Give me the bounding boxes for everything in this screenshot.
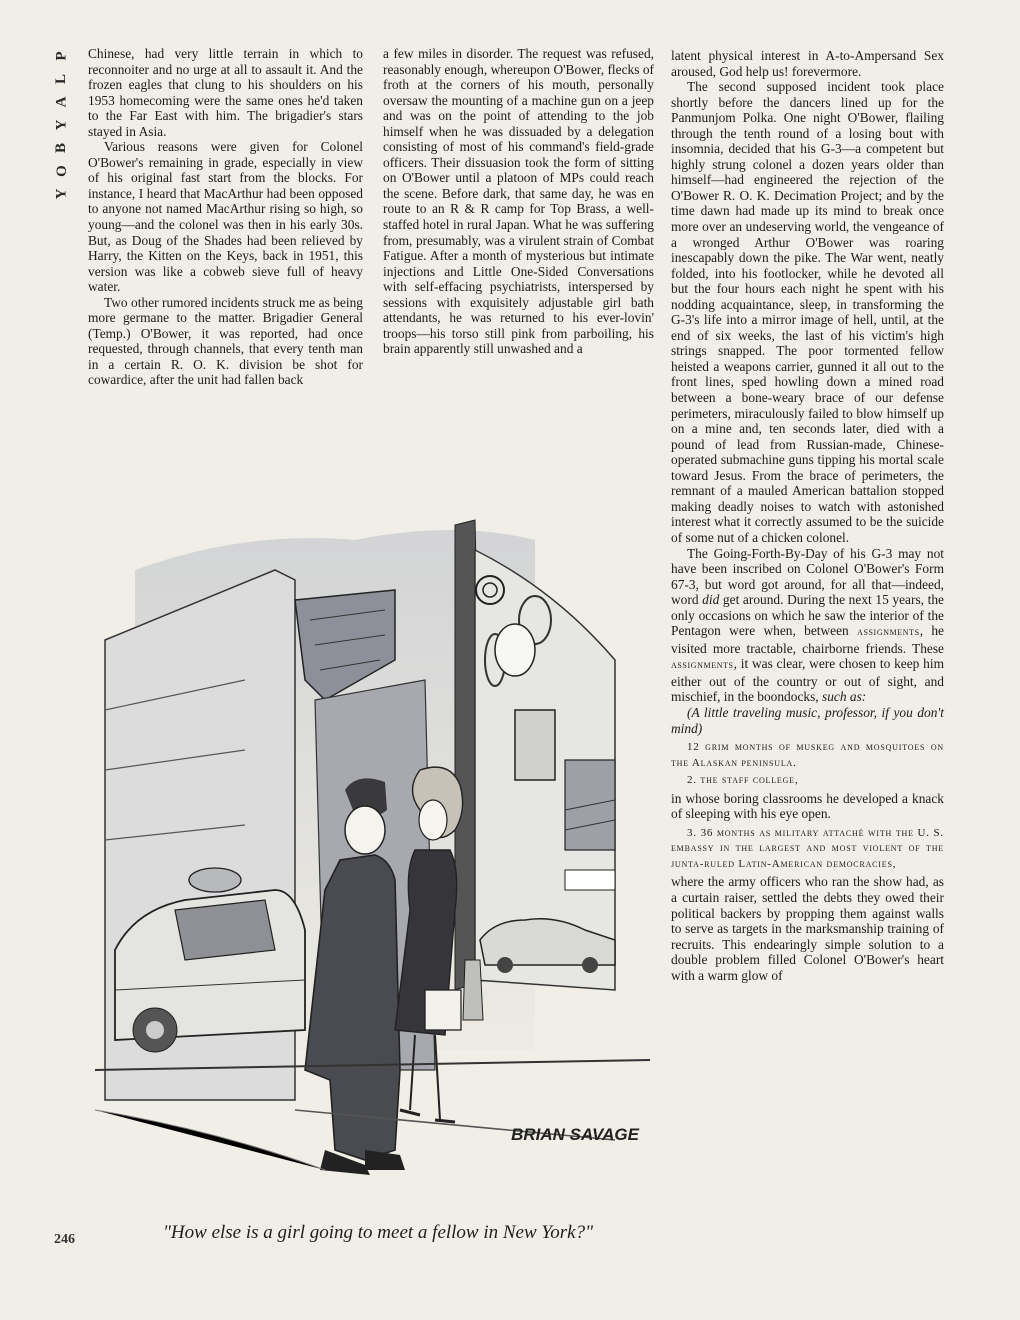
woman-handbag — [425, 990, 461, 1030]
masthead — [52, 44, 72, 205]
artist-signature: BRIAN SAVAGE — [511, 1125, 639, 1144]
list-item-heading: 2. the staff college, — [687, 774, 799, 787]
masthead-letter: L — [53, 72, 70, 85]
list-item-body: in whose boring classrooms he developed a knack of sleeping with his eye open. — [671, 790, 944, 822]
cartoon-illustration — [95, 510, 650, 1210]
masthead-letter: P — [53, 50, 70, 61]
paragraph: latent physical interest in A-to-Ampersand Sex aroused, God help us! forevermore. — [671, 48, 944, 79]
paragraph: Various reasons were given for Colonel O'Bower's remaining in grade, especially in view of his original fast start from the blocks. For instance, I heard that MacArthur had been opposed to anyone not named MacArthur rising so high, so young—and the colonel was then in his early 30s. But, as Doug of the Shades had been relieved by Harry, the Kitten on the Keys, back in 1951, this version was like a cobweb sieve full of heavy water. — [88, 139, 363, 295]
list-item-heading: 3. 36 months as military attaché with the U. S. embassy in the largest and most violent of the junta-ruled Latin-American democracies, — [671, 826, 944, 870]
masthead-letter: B — [53, 141, 70, 154]
paragraph: Chinese, had very little terrain in which to reconnoiter and no urge at all to assault it. And the frozen eagles that clung to his shoulders on his 1953 homecoming were the same ones he'd taken to the Far East with him. The brigadier's stars stayed in Asia. — [88, 46, 363, 139]
masthead-letter: O — [53, 164, 70, 177]
text-column-2 — [383, 46, 654, 357]
text-column-3 — [671, 48, 944, 983]
masthead-letter: Y — [53, 187, 70, 200]
paragraph: The Going-Forth-By-Day of his G-3 may not have been inscribed on Colonel O'Bower's Form 67-3, but word got around, for all that—indeed, word did get around. During the next 15 years, the only occasions on which he saw the interior of the Pentagon were when, between assignments, he visited more tractable, chairborne friends. These assignments, it was clear, were chosen to keep him either out of the country or out of sight, and mischief, in the boondocks, such as: — [671, 545, 945, 705]
list-item-body: where the army officers who ran the show had, as a curtain raiser, settled the debts they owed their political backers by propping them against walls to serve as targets in the marksmanship training of recruits. This endearingly simple solution to a double problem filled Colonel O'Bower's heart with a warm glow of — [671, 874, 944, 983]
masthead-letter: A — [53, 95, 70, 108]
list-item-heading: 12 grim months of muskeg and mosquitoes on the Alaskan peninsula. — [671, 741, 944, 769]
aside-italic: (A little traveling music, professor, if you don't mind) — [671, 704, 944, 736]
text-column-1 — [88, 46, 363, 388]
masthead-letter: Y — [53, 118, 70, 131]
paragraph: a few miles in disorder. The request was refused, reasonably enough, whereupon O'Bower, flecks of froth at the corners of his mouth, personally oversaw the mounting of a machine gun on a jeep and was on the point of attending to the job himself when he was dissuaded by a delegation consisting of most of his command's field-grade officers. Their dissuasion took the form of sitting on O'Bower until a platoon of MPs could reach the scene. Before dark, that same day, he was en route to an R & R camp for Top Brass, a well-staffed hotel in rural Japan. What he was suffering from, presumably, was a virulent strain of Combat Fatigue. After a month of mysterious but intimate injections and Little One-Sided Conversations with self-effacing psychiatrists, interspersed by sessions with exquisitely adjustable girl bath attendants, he was returned to his ever-lovin' troops—his torso still pink from parboiling, his brain apparently still unwashed and a — [383, 46, 654, 357]
paragraph: The second supposed incident took place shortly before the dancers lined up for the Panmunjom Polka. One night O'Bower, flailing through the tenth round of a losing bout with insomnia, decided that his G-3—a competent but highly strung colonel a dozen years older than himself—had engineered the rejection of the O'Bower R. O. K. Decimation Project; and by the time dawn had made up its mind to break once more over an undeserving world, the vengeance of a wronged Arthur O'Bower was roaring inescapably down the pike. The War went, neatly folded, into his footlocker, while he devoted all but the four hours each night he spent with his nodding acquaintance, sleep, in transforming the G-3's life into a mirror image of hell, until, at the end of six weeks, the last of his victim's high strings snapped. The poor tormented fellow heisted a weapons carrier, gunned it all out to the front lines, sped howling down a mined road between a bone-weary brace of our defense perimeters, miraculously failed to blow himself up on a mine and, ten seconds later, died with a pound of lead from Russian-made, Chinese-operated submachine guns tipping his mortal scale toward Jesus. From the brace of perimeters, the remnant of a mauled American battalion stopped making deadly noises to watch with astonished interest what it correctly assumed to be the suicide of some nut of a chicken colonel. — [671, 79, 944, 545]
cartoon-caption: "How else is a girl going to meet a fellow in New York?" — [162, 1222, 594, 1243]
page-number: 246 — [54, 1232, 75, 1247]
paragraph: Two other rumored incidents struck me as being more germane to the matter. Brigadier General (Temp.) O'Bower, it was reported, had once requested, through channels, that every tenth man in a certain R. O. K. division be shot for cowardice, after the unit had fallen back — [88, 294, 363, 388]
